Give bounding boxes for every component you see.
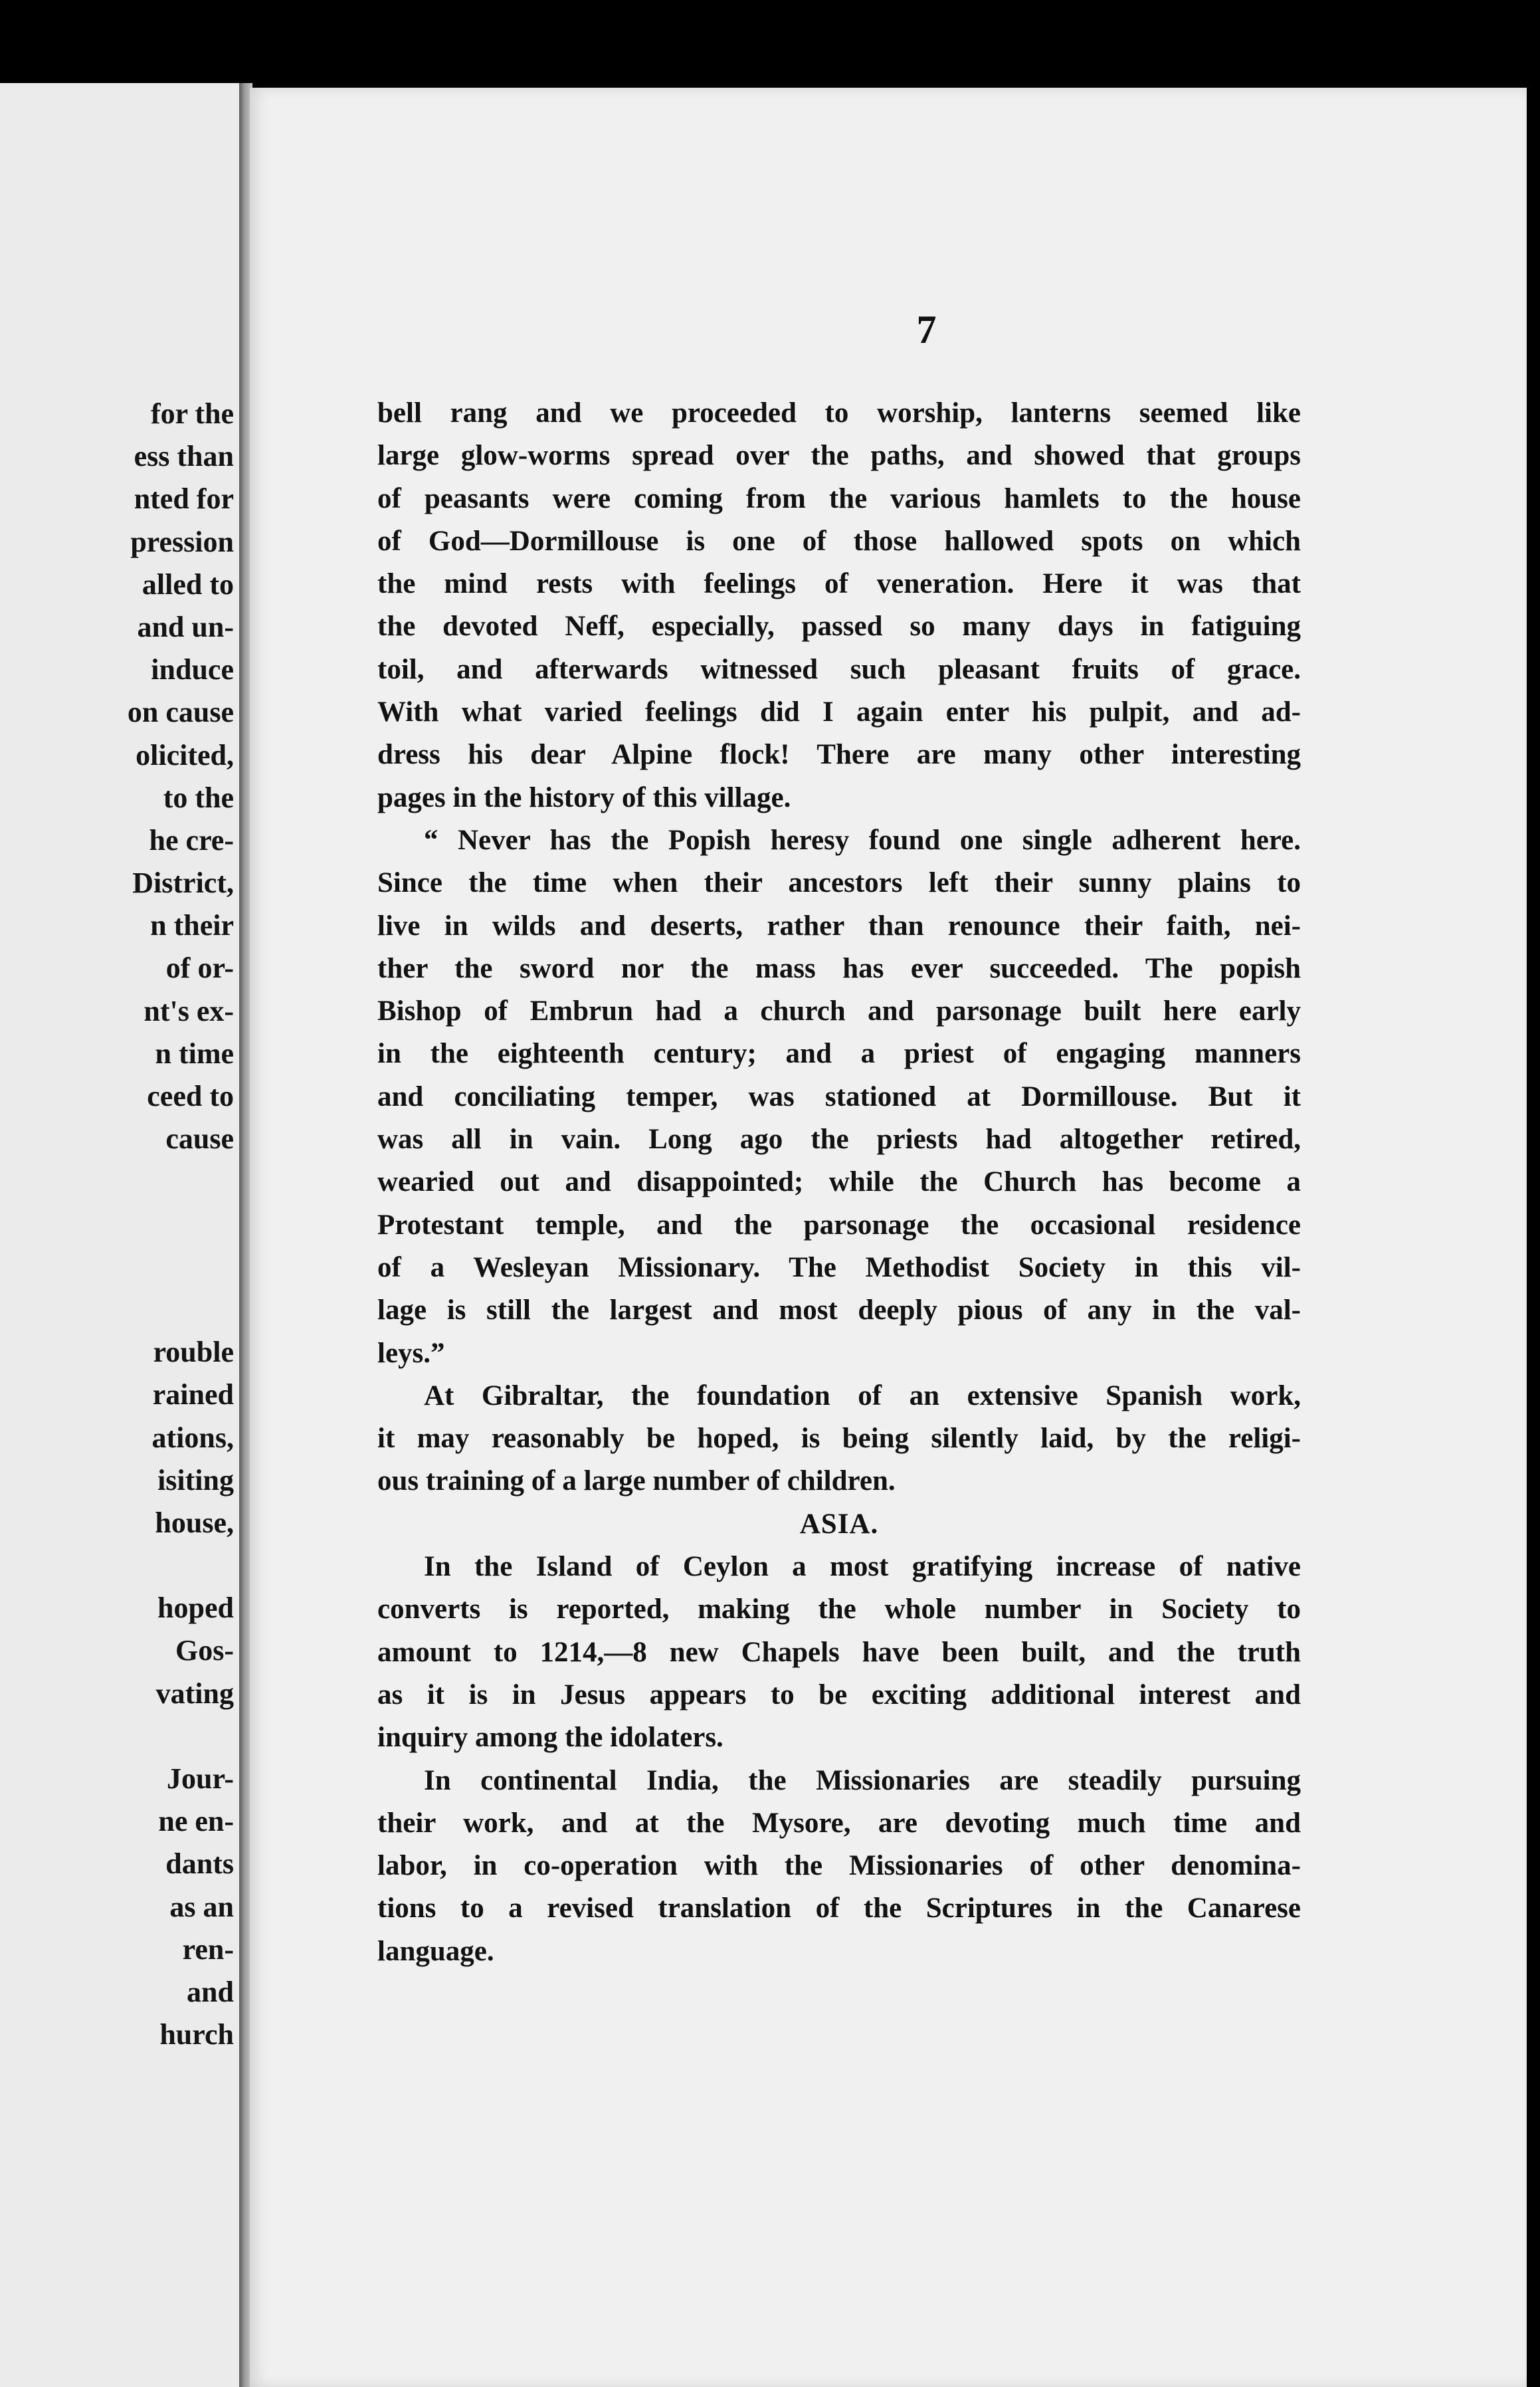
left-page-line: alled to — [142, 568, 234, 601]
text-line: of a Wesleyan Missionary. The Methodist Society in this vil- — [377, 1251, 1301, 1283]
text-line: toil, and afterwards witnessed such pleasant fruits of grace. — [377, 653, 1301, 685]
left-page-line: ne en- — [158, 1805, 234, 1838]
left-page — [0, 83, 239, 2387]
text-line: their work, and at the Mysore, are devoting much time and — [377, 1807, 1301, 1839]
text-line: and conciliating temper, was stationed at Dormillouse. But it — [377, 1081, 1301, 1112]
text-line: pages in the history of this village. — [377, 781, 791, 813]
text-line: language. — [377, 1935, 494, 1967]
left-page-line: Jour- — [166, 1762, 234, 1795]
left-page-line: ren- — [182, 1932, 234, 1966]
text-line: ous training of a large number of children. — [377, 1465, 896, 1497]
left-page-line: to the — [163, 781, 234, 814]
text-line: In continental India, the Missionaries are steadily pursuing — [424, 1764, 1301, 1796]
left-page-line: and un- — [137, 610, 234, 643]
body-text — [377, 392, 1301, 1973]
text-line: of God—Dormillouse is one of those hallowed spots on which — [377, 525, 1301, 557]
left-page-line: pression — [130, 525, 234, 558]
left-page-line — [27, 1160, 239, 1203]
left-page-line: nt's ex- — [144, 994, 234, 1027]
right-page — [250, 88, 1527, 2387]
left-page-line: vating — [155, 1677, 234, 1710]
left-page-text-fragments — [27, 393, 239, 2056]
left-page-line — [27, 1203, 239, 1246]
left-page-line: hoped — [157, 1592, 234, 1625]
text-line: was all in vain. Long ago the priests had altogether retired, — [377, 1124, 1301, 1156]
text-line: as it is in Jesus appears to be exciting additional interest and — [377, 1679, 1301, 1711]
left-page-line — [27, 1246, 239, 1289]
left-page-line — [27, 1289, 239, 1331]
text-line: it may reasonably be hoped, is being silently laid, by the religi- — [377, 1423, 1301, 1455]
left-page-line: on cause — [127, 696, 234, 729]
left-page-line: District, — [132, 867, 234, 900]
left-page-line: nted for — [134, 482, 234, 516]
text-line: ther the sword nor the mass has ever succeeded. The popish — [377, 952, 1301, 984]
left-page-line: dants — [165, 1847, 234, 1881]
text-line: “ Never has the Popish heresy found one single adherent here. — [424, 824, 1301, 856]
left-page-line: induce — [151, 653, 234, 686]
left-page-line: as an — [169, 1890, 234, 1923]
text-line: in the eighteenth century; and a priest of engaging manners — [377, 1038, 1301, 1070]
text-line: large glow-worms spread over the paths, and showed that groups — [377, 440, 1301, 472]
text-line: In the Island of Ceylon a most gratifying increase of native — [424, 1551, 1301, 1583]
text-line: Since the time when their ancestors left their sunny plains to — [377, 867, 1301, 899]
left-page-line: house, — [155, 1506, 234, 1539]
text-line: tions to a revised translation of the Scriptures in the Canarese — [377, 1893, 1301, 1924]
section-heading: ASIA. — [799, 1508, 879, 1540]
text-line: the devoted Neff, especially, passed so many days in fatiguing — [377, 611, 1301, 643]
left-page-line: n their — [150, 909, 234, 942]
left-page-line: isiting — [157, 1463, 234, 1497]
text-line: labor, in co-operation with the Missionaries of other denomina- — [377, 1850, 1301, 1882]
left-page-line: of or- — [165, 952, 234, 985]
left-page-line: olicited, — [136, 738, 234, 772]
left-page-line: rouble — [153, 1336, 234, 1369]
text-line: of peasants were coming from the various hamlets to the house — [377, 482, 1301, 514]
text-line: dress his dear Alpine flock! There are many other interesting — [377, 739, 1301, 771]
text-line: lage is still the largest and most deeply pious of any in the val- — [377, 1295, 1301, 1326]
text-line: inquiry among the idolaters. — [377, 1722, 723, 1754]
left-page-line: hurch — [159, 2018, 234, 2051]
text-line: bell rang and we proceeded to worship, lanterns seemed like — [377, 397, 1301, 429]
text-line: Protestant temple, and the parsonage the occasional residence — [377, 1209, 1301, 1241]
left-page-line: and — [187, 1975, 234, 2008]
text-line: the mind rests with feelings of veneration. Here it was that — [377, 568, 1301, 600]
left-page-line: ceed to — [147, 1080, 234, 1112]
left-page-line: Gos- — [175, 1634, 234, 1667]
text-line: Bishop of Embrun had a church and parsonage built here early — [377, 995, 1301, 1027]
text-line: wearied out and disappointed; while the Church has become a — [377, 1166, 1301, 1198]
page-number: 7 — [916, 308, 937, 352]
text-line: live in wilds and deserts, rather than renounce their faith, nei- — [377, 910, 1301, 942]
left-page-line: for the — [150, 397, 234, 430]
text-line: At Gibraltar, the foundation of an extensive Spanish work, — [424, 1380, 1301, 1411]
left-page-line — [27, 1715, 239, 1758]
text-line: amount to 1214,—8 new Chapels have been built, and the truth — [377, 1636, 1301, 1668]
text-line: converts is reported, making the whole number in Society to — [377, 1594, 1301, 1625]
text-line: leys.” — [377, 1337, 445, 1369]
left-page-line: cause — [165, 1122, 234, 1156]
left-page-line: ations, — [151, 1421, 234, 1454]
text-line: With what varied feelings did I again enter his pulpit, and ad- — [377, 696, 1301, 728]
left-page-line: ess than — [134, 440, 234, 473]
left-page-line: rained — [152, 1378, 234, 1411]
left-page-line — [27, 1544, 239, 1587]
left-page-line: he cre- — [149, 823, 234, 857]
left-page-line: n time — [155, 1037, 234, 1070]
